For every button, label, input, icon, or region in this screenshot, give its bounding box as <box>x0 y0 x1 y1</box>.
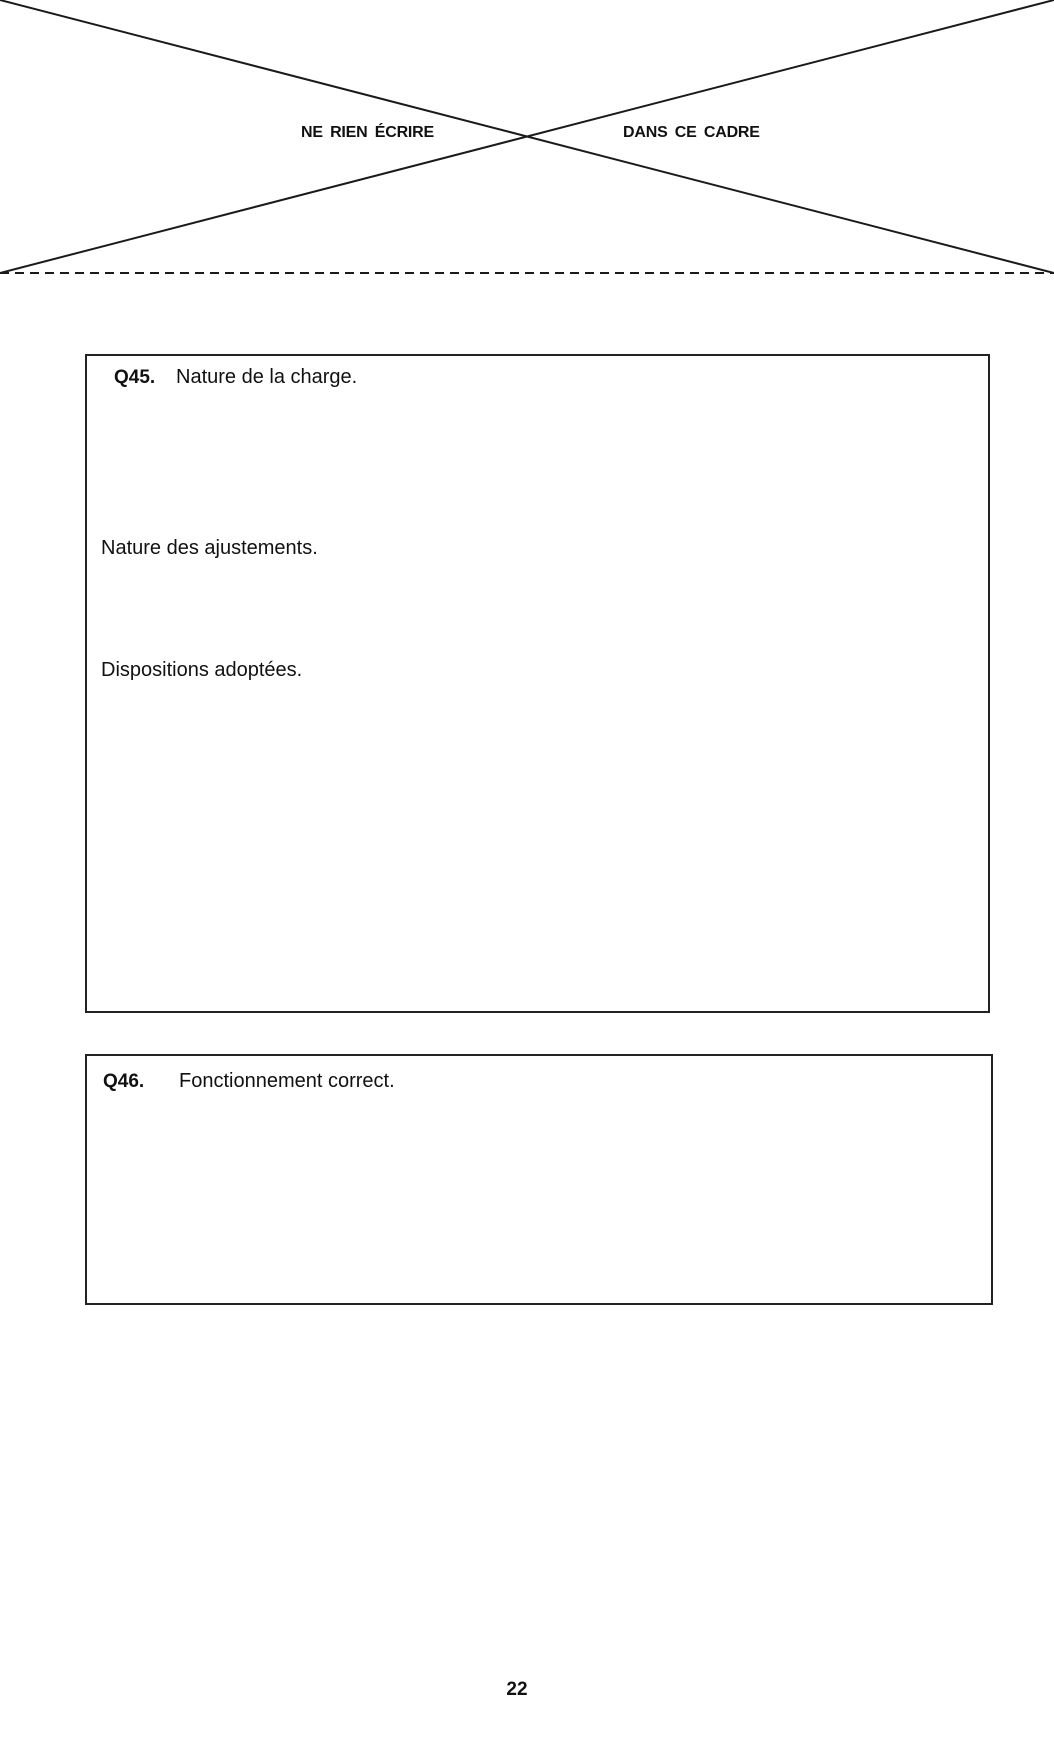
header-right-label: DANS CE CADRE <box>623 124 760 141</box>
q46-number: Q46. <box>103 1071 145 1092</box>
q45-subprompt-ajustements: Nature des ajustements. <box>101 537 318 559</box>
q45-subprompt-dispositions: Dispositions adoptées. <box>101 659 303 681</box>
q46-title: Fonctionnement correct. <box>179 1070 395 1092</box>
page-number: 22 <box>506 1679 528 1700</box>
q45-answer-box[interactable] <box>85 354 990 1013</box>
header-left-label: NE RIEN ÉCRIRE <box>301 124 434 141</box>
do-not-write-cross-frame <box>0 0 1054 280</box>
q45-number: Q45. <box>114 367 156 388</box>
q45-title: Nature de la charge. <box>176 366 358 388</box>
q46-answer-box[interactable] <box>85 1054 993 1305</box>
